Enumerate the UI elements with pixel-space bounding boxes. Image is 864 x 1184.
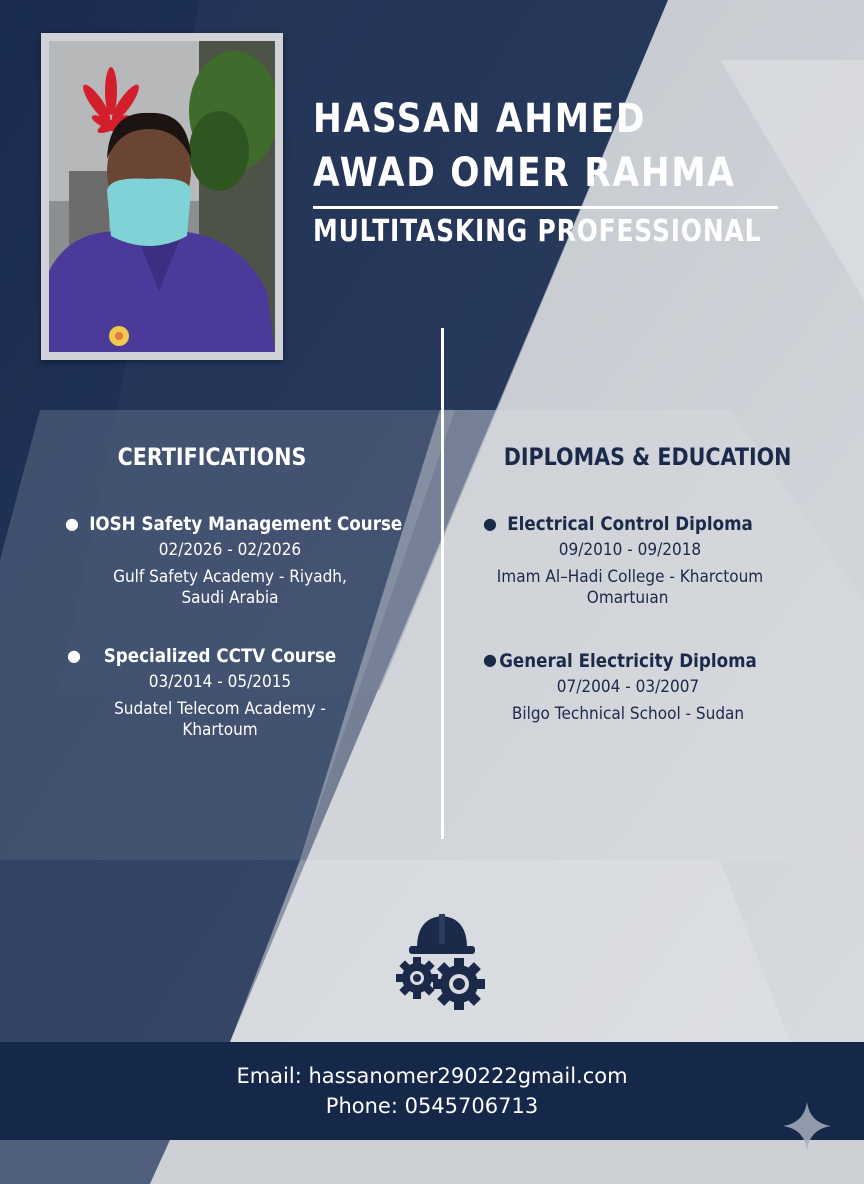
education-entry [470, 513, 790, 609]
name-line-2: AWAD OMER RAHMA [313, 150, 736, 196]
education-entry [470, 650, 786, 725]
phone-text: Phone: 0545706713 [325, 1094, 539, 1118]
education-name: General Electricity Diploma [499, 650, 757, 672]
certification-dates: 02/2026 - 02/2026 [158, 540, 302, 560]
education-dates: 09/2010 - 09/2018 [558, 540, 702, 560]
full-name [313, 92, 736, 200]
email-text: Email: hassanomer290222gmail.com [236, 1064, 628, 1088]
bullet-icon: ● [67, 646, 81, 665]
certification-place-line2: Saudi Arabia [181, 588, 279, 608]
certification-dates: 03/2014 - 05/2015 [148, 672, 292, 692]
sparkle-icon [783, 1102, 831, 1150]
title-divider [313, 206, 778, 209]
education-place: Bilgo Technical School - Sudan [511, 704, 745, 724]
education-dates: 07/2004 - 03/2007 [556, 677, 700, 697]
name-line-1: HASSAN AHMED [313, 96, 647, 142]
certification-name: IOSH Safety Management Course [89, 513, 403, 535]
certification-place: Sudatel Telecom Academy - [114, 699, 326, 719]
profile-photo-frame [41, 33, 283, 360]
profile-photo [49, 41, 275, 352]
bullet-icon: ● [65, 514, 79, 533]
certification-name: Specialized CCTV Course [103, 645, 337, 667]
hardhat-gears-icon [395, 912, 489, 1010]
certification-entry [60, 645, 380, 741]
column-divider [441, 328, 444, 839]
education-heading: DIPLOMAS & EDUCATION [503, 443, 792, 471]
contact-footer [0, 1042, 864, 1140]
job-title: MULTITASKING PROFESSIONAL [313, 214, 762, 249]
education-name: Electrical Control Diploma [507, 513, 753, 535]
education-place-line2: Omartuıan [586, 588, 669, 608]
education-place: Imam Al–Hadi College - Kharctoum [496, 567, 764, 587]
certifications-heading: CERTIFICATIONS [117, 443, 307, 471]
certification-place: Gulf Safety Academy - Riyadh, [113, 567, 347, 587]
certification-entry [70, 513, 403, 609]
bullet-icon: ● [483, 514, 497, 533]
certification-place-line2: Khartoum [182, 720, 258, 740]
bullet-icon: ● [483, 650, 497, 669]
